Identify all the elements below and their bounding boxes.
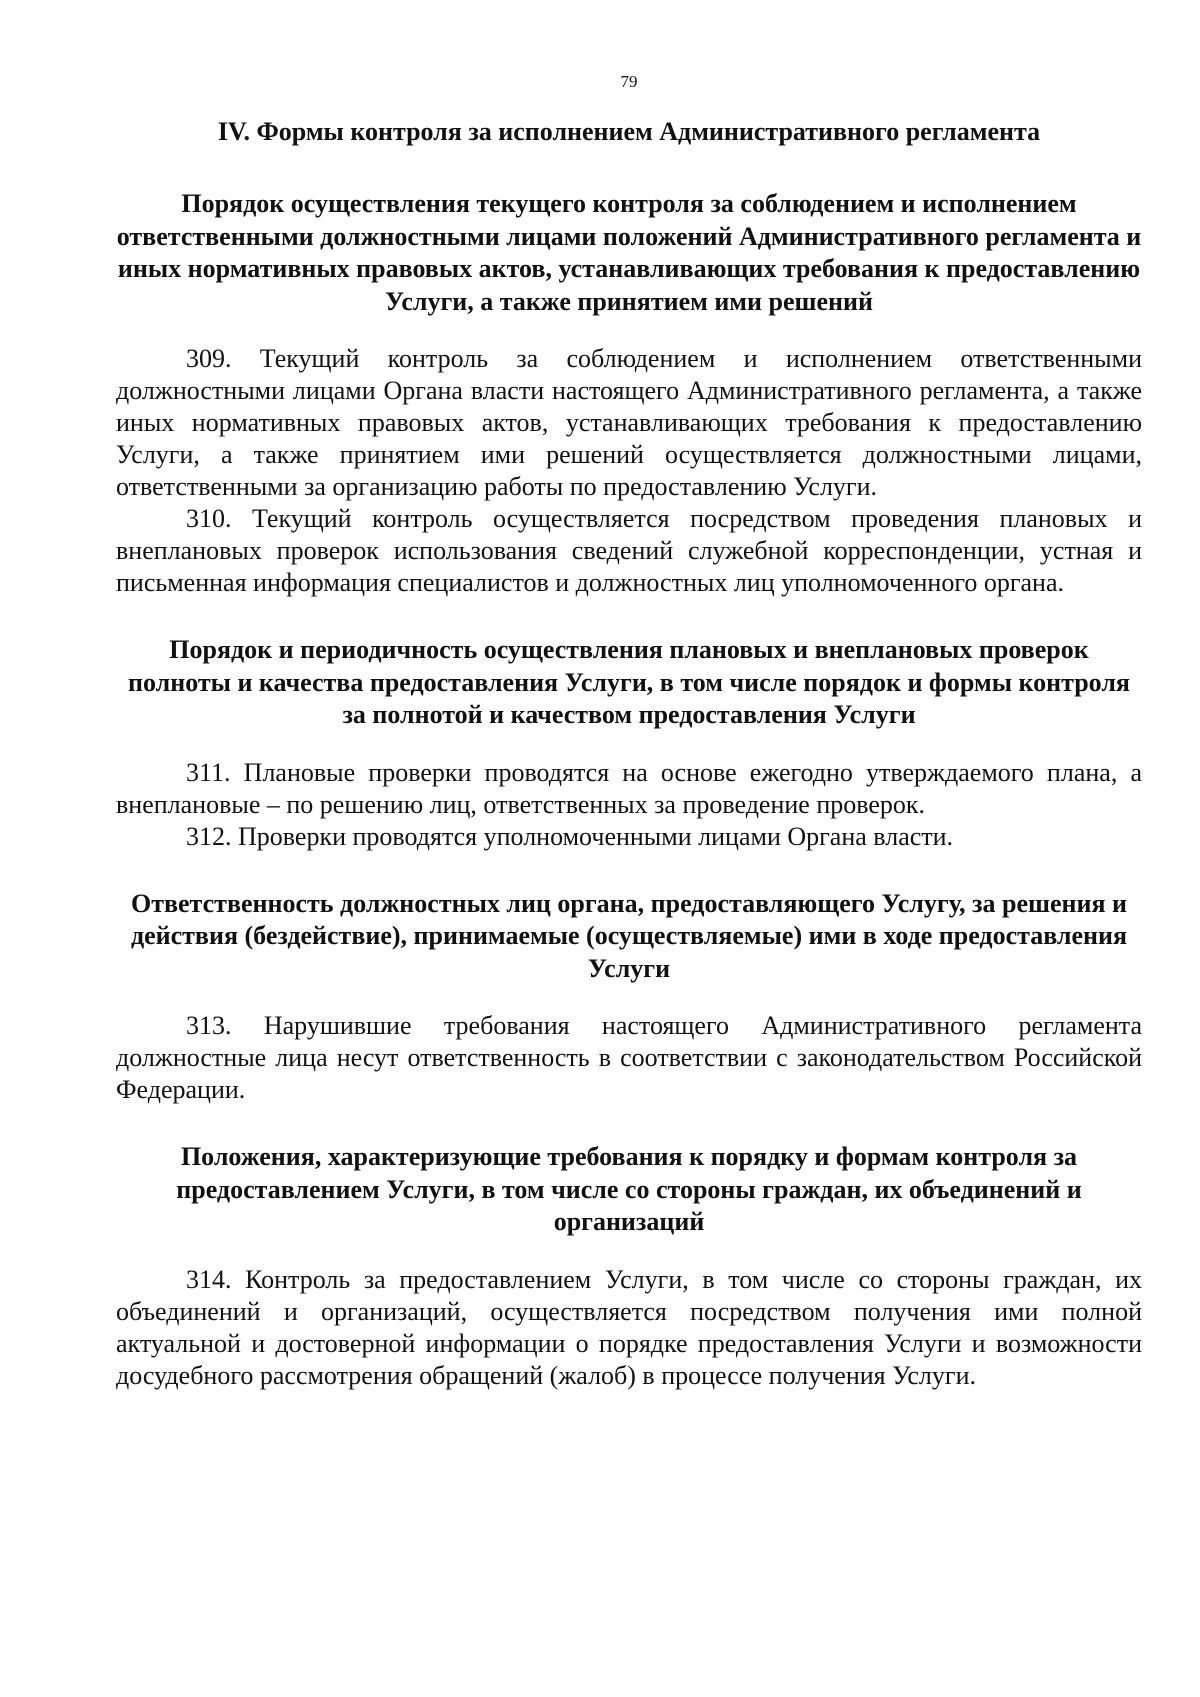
paragraph-310: 310. Текущий контроль осуществляется посредством проведения плановых и внеплановых проверок использования сведений служебной корреспонденции, устная и письменная информация специалистов и должностных лиц уполномоченного органа.	[116, 504, 1142, 597]
section-heading: Положения, характеризующие требования к порядку и формам контроля за предоставлением Услуги, в том числе со стороны граждан, их объединений и организаций	[176, 1142, 1082, 1236]
paragraph-314: 314. Контроль за предоставлением Услуги, в том числе со стороны граждан, их объединений и организаций, осуществляется посредством получения ими полной актуальной и достоверной информации о порядке предоставления Услуги и возможности досудебного рассмотрения обращений (жалоб) в процессе получения Услуги.	[116, 1264, 1142, 1390]
section-heading: Порядок и периодичность осуществления плановых и внеплановых проверок полноты и качества предоставления Услуги, в том числе порядок и формы контроля за полнотой и качеством предоставления Услуги	[128, 635, 1130, 729]
paragraph-312: 312. Проверки проводятся уполномоченными лицами Органа власти.	[186, 821, 954, 851]
section-heading: Порядок осуществления текущего контроля за соблюдением и исполнением ответственными должностными лицами положений Административного регламента и иных нормативных правовых актов, устанавливающих требования к предоставлению Услуги, а также принятием ими решений	[116, 189, 1142, 316]
section-responsibility	[116, 888, 1142, 1107]
paragraph-311: 311. Плановые проверки проводятся на основе ежегодно утверждаемого плана, а внеплановые – по решению лиц, ответственных за проведение проверок.	[116, 757, 1142, 819]
section-heading: Ответственность должностных лиц органа, предоставляющего Услугу, за решения и действия (бездействие), принимаемые (осуществляемые) ими в ходе предоставления Услуги	[130, 888, 1128, 983]
page-content	[116, 116, 1142, 1392]
paragraph-309: 309. Текущий контроль за соблюдением и исполнением ответственными должностными лицами Органа власти настоящего Административного регламента, а также иных нормативных правовых актов, устанавливающих требования к предоставлению Услуги, а также принятием ими решений осуществляется должностными лицами, ответственными за организацию работы по предоставлению Услуги.	[116, 344, 1142, 501]
page-number: 79	[620, 72, 638, 91]
chapter-title: IV. Формы контроля за исполнением Административного регламента	[217, 117, 1041, 146]
paragraph-313: 313. Нарушившие требования настоящего Административного регламента должностные лица несут ответственность в соответствии с законодательством Российской Федерации.	[116, 1011, 1142, 1104]
section-inspections	[116, 634, 1142, 853]
section-control-requirements	[116, 1141, 1142, 1392]
section-current-control	[116, 188, 1142, 599]
